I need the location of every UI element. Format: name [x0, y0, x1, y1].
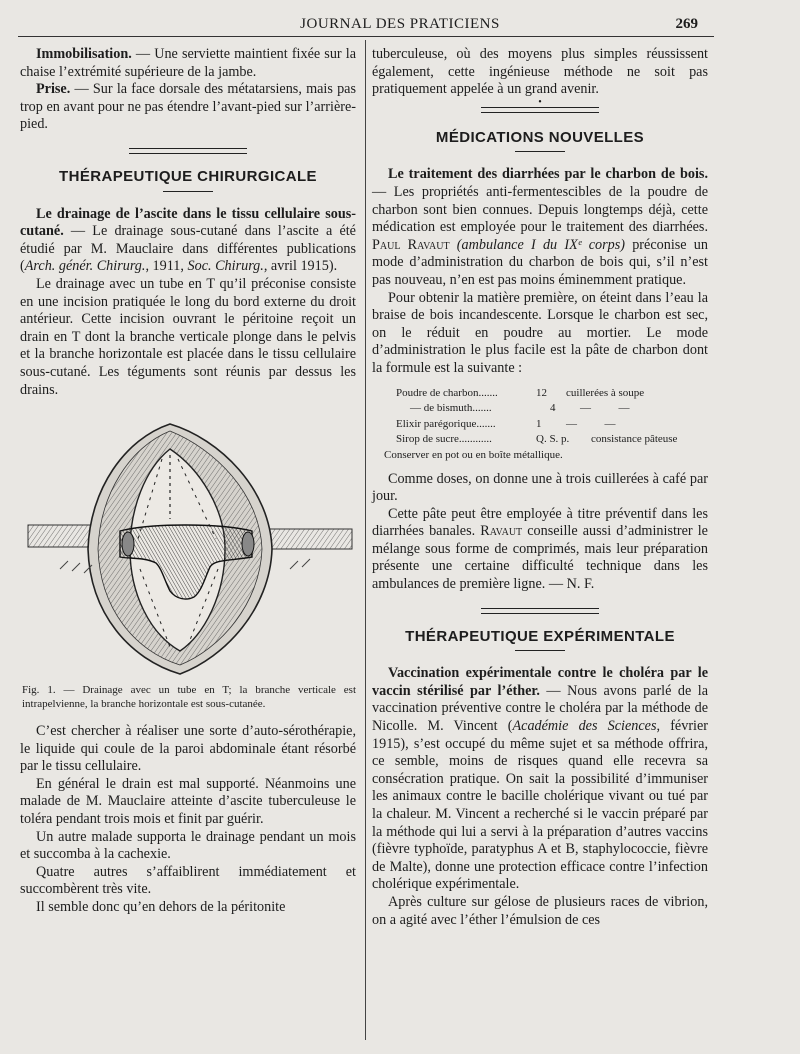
- ingredient-unit: — —: [580, 402, 630, 414]
- text-preventif: conseille aussi d’administrer le mélange sous forme de comprimés, mais leur préparation présente une certaine difficulté technique dans les ambulances de première ligne. — N. F.: [372, 523, 708, 593]
- article-title-cholera: Vaccination expérimentale contre le choléra par le vaccin stérilisé par l’éther.: [372, 665, 708, 699]
- ingredient-name: Poudre de charbon.......: [396, 386, 498, 399]
- paragraph-quatre-autres: Quatre autres s’affaiblirent immédiatement et succombèrent très vite.: [20, 863, 356, 898]
- recipe-note: Conserver en pot ou en boîte métallique.: [384, 448, 563, 461]
- drainage-engraving-image: [20, 419, 356, 679]
- reference-academie: Académie des Sciences: [512, 718, 657, 735]
- column-divider: [365, 40, 366, 1040]
- article-text: , 1911,: [145, 258, 188, 275]
- text-immobilisation: — Une serviette maintient fixée sur la chaise l’extrémité supérieure de la jambe.: [20, 46, 356, 80]
- paragraph-autre-malade: Un autre malade supporta le drainage pendant un mois et succomba à la cachexie.: [20, 828, 356, 863]
- paragraph-il-semble: Il semble donc qu’en dehors de la péritonite: [36, 899, 286, 916]
- figure-caption: Fig. 1. — Drainage avec un tube en T; la branche verticale est intrapelvienne, la branche horizontale est sous-cutanée.: [22, 684, 356, 711]
- text-prise: — Sur la face dorsale des métatarsiens, mais pas trop en avant pour ne pas étendre l’avant-pied sur l’arrière-pied.: [20, 81, 356, 133]
- article-drainage: [20, 206, 356, 276]
- article-text: préconise un mode d’administration du charbon de bois qui, s’il n’est pas nouveau, n’en est pas moins éminemment pratique.: [372, 236, 708, 288]
- article-text: , février 1915), s’est occupé du même sujet et sa méthode offrira, ce semble, moins de risques quand elle recevra sa consécration pratique. On sait la possibilité d’immuniser les animaux contre le bacille cholérique vivant ou tué par la chaleur. M. Vincent a recherché si le vaccin préparé par la méthode qui lui a servi à la préparation d’autres vaccins (fièvre typhoïde, paratyphus A et B, staphylococcie, fièvre de Malte), donne une protection efficace contre l’infection cholérique expérimentale.: [372, 718, 709, 893]
- reference-arch: Arch. génér. Chirurg.: [24, 258, 146, 275]
- page-header: [0, 14, 800, 34]
- article-text: — Les propriétés anti-fermentescibles de la poudre de charbon sont bien connues. Depuis longtemps déjà, cette médication est employée pour le traitement des diarrhées.: [372, 183, 708, 236]
- article-title-charbon: Le traitement des diarrhées par le charbon de bois.: [388, 166, 708, 183]
- paragraph-preventif: [372, 506, 708, 594]
- paragraph-drainage-description: Le drainage avec un tube en T qu’il préconise consiste en une incision pratiquée le long du bord externe du droit antérieur. Cette incision ouvrant le péritoine reçoit un drain en T dont la branche verticale plonge dans le pelvis et la branche horizontale est placée dans le tissu cellulaire sous-cutané. Les téguments sont réunis par dessus les drains.: [20, 275, 356, 398]
- figure-drainage-illustration: [20, 419, 356, 679]
- ingredient-unit: — —: [566, 417, 616, 430]
- header-rule: [18, 36, 714, 37]
- ingredient-unit: consistance pâteuse: [591, 433, 678, 445]
- reference-soc: Soc. Chirurg.: [187, 258, 264, 275]
- paragraph-matiere-premiere: Pour obtenir la matière première, on éteint dans l’eau la braise de bois incandescente. Lorsque le charbon est sec, on le réduit en poudre au mortier. Le mode d’administration le plus facile est la pâte de charbon dont la formule est la suivante :: [372, 289, 708, 376]
- article-cholera: [372, 665, 708, 894]
- recipe-row: [396, 401, 708, 417]
- recipe-row: [396, 432, 708, 448]
- paragraph-auto-serotherapie: C’est chercher à réaliser une sorte d’auto-sérothérapie, le liquide qui coule de la paroi abdominale étant résorbé par le tissu cellulaire.: [20, 723, 356, 775]
- paragraph-doses: Comme doses, on donne une à trois cuillerées à café par jour.: [372, 470, 708, 505]
- paragraph-tuberculeuse: tuberculeuse, où des moyens plus simples réussissent également, cette ingénieuse méthode ne soit pas pratiquement appelée à un grand avenir.: [372, 46, 708, 98]
- military-unit: (ambulance I du IXᵉ corps): [449, 236, 625, 253]
- paragraph-culture-gelose: Après culture sur gélose de plusieurs races de vibrion, on a agité avec l’éther l’émulsion de ces: [372, 893, 708, 928]
- ingredient-quantity: Q. S. p.: [536, 433, 570, 445]
- author-name: Ravaut: [480, 523, 523, 540]
- text-preventif: Cette pâte peut être employée à titre préventif dans les diarrhées banales.: [372, 505, 708, 540]
- right-column: [372, 46, 708, 929]
- ingredient-quantity: 12: [536, 386, 547, 399]
- paragraph-prise: [20, 81, 356, 134]
- recipe-row: [396, 417, 708, 433]
- author-name: Paul Ravaut: [372, 236, 450, 253]
- running-title: JOURNAL DES PRATICIENS: [300, 16, 500, 32]
- section-title-therapeutique-experimentale: THÉRAPEUTIQUE EXPÉRIMENTALE: [405, 627, 675, 645]
- article-charbon: [372, 166, 708, 289]
- label-prise: Prise.: [36, 81, 71, 98]
- paragraph-drain-supporte: En général le drain est mal supporté. Néanmoins une malade de M. Mauclaire atteinte d’ascite tuberculeuse le toléra pendant trois mois et finit par guérir.: [20, 775, 356, 828]
- page-number: 269: [675, 16, 698, 32]
- article-title-drainage: Le drainage de l’ascite dans le tissu cellulaire sous-cutané.: [20, 205, 356, 240]
- ingredient-name: — de bismuth.......: [410, 402, 492, 414]
- ingredient-unit: cuillerées à soupe: [566, 386, 645, 399]
- left-column: [20, 46, 356, 917]
- paragraph-immobilisation: [20, 46, 356, 81]
- label-immobilisation: Immobilisation.: [36, 46, 132, 62]
- ingredient-quantity: 1: [536, 417, 542, 430]
- section-title-therapeutique-chirurgicale: THÉRAPEUTIQUE CHIRURGICALE: [59, 167, 317, 185]
- article-text: — Le drainage sous-cutané dans l’ascite a été étudié par M. Mauclaire dans différentes publications (: [20, 223, 356, 275]
- ingredient-name: Elixir parégorique.......: [396, 417, 496, 430]
- article-text: , avril 1915).: [263, 258, 338, 275]
- recipe-formula: [396, 386, 708, 448]
- recipe-row: [396, 386, 708, 402]
- ingredient-quantity: 4: [550, 402, 556, 414]
- section-title-medications-nouvelles: MÉDICATIONS NOUVELLES: [435, 128, 645, 146]
- article-text: — Nous avons parlé de la vaccination préventive contre le choléra par la méthode de Nicolle. M. Vincent (: [372, 682, 708, 735]
- ingredient-name: Sirop de sucre............: [396, 433, 492, 445]
- separator-mark: •: [538, 96, 542, 108]
